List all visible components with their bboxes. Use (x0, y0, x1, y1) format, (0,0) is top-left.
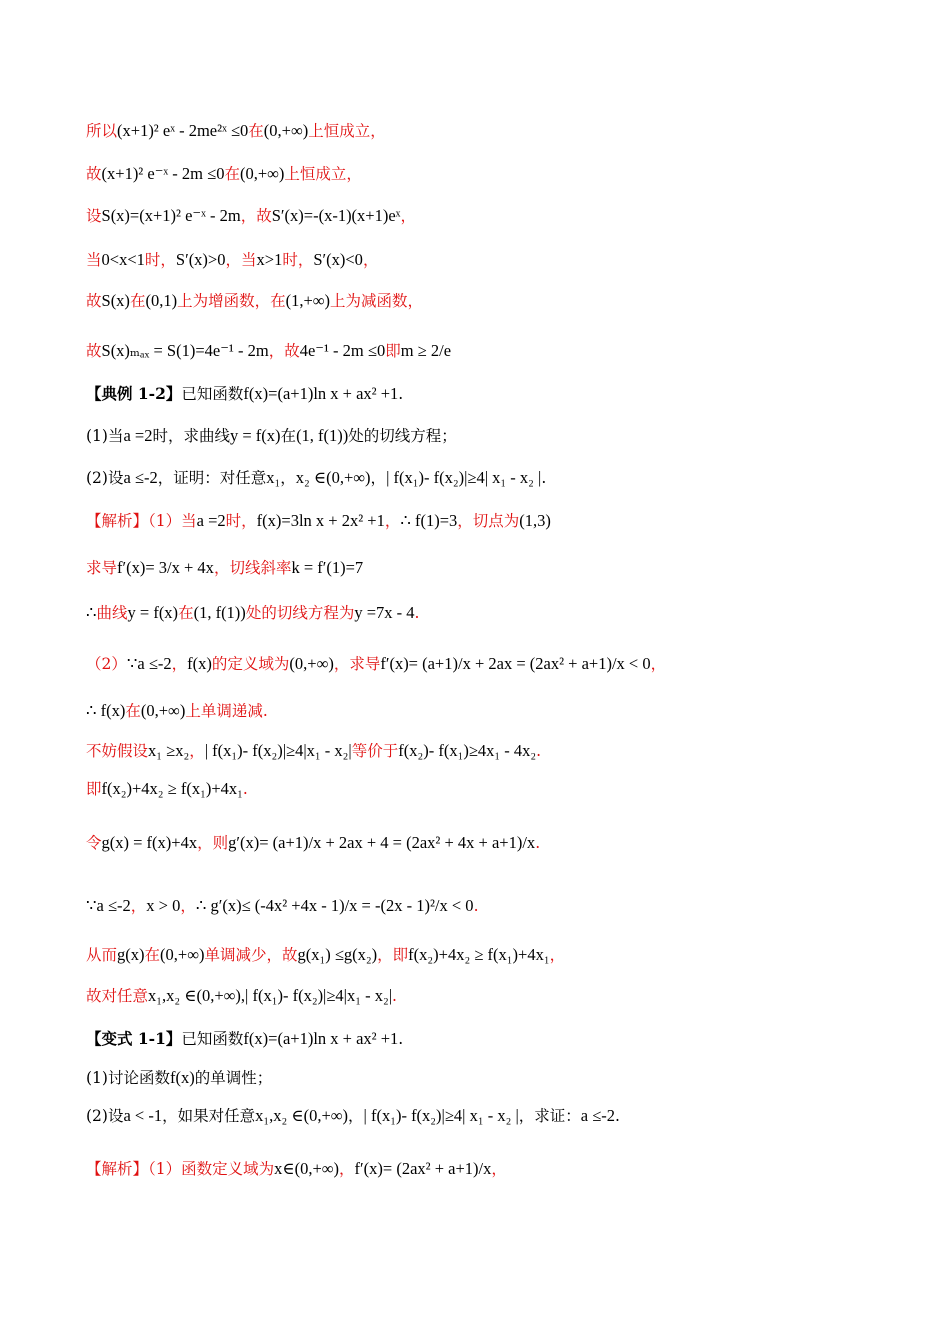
math-expression: a ≤-2 (123, 468, 158, 487)
math-expression: S′(x)<0 (313, 250, 363, 269)
text-run: 上恒成立， (308, 122, 386, 140)
math-expression: a < -1 (123, 1106, 163, 1125)
math-expression: a =2 (123, 426, 153, 445)
math-expression: g′(x)= (a+1)/x + 2ax + 4 = (2ax² + 4x + a+1)/x (228, 833, 536, 852)
text-run: ，如果对任意 (162, 1107, 256, 1125)
text-run: 所以 (86, 122, 118, 140)
math-expression: (1,+∞) (285, 291, 331, 310)
text-run: 故 (86, 165, 102, 183)
text-run: 上恒成立， (284, 165, 362, 183)
math-expression: f(x) (187, 654, 212, 673)
text-line-3 (86, 205, 416, 227)
math-expression: S(x) (101, 291, 130, 310)
text-line-7 (86, 383, 403, 405)
text-run: . (398, 1030, 404, 1048)
math-expression: f(x₂)- f(x₁)≥4x₁ - 4x₂ (398, 741, 537, 760)
text-line-4 (86, 249, 378, 271)
math-expression: (x+1)² eˣ - 2me²ˣ ≤0 (117, 121, 249, 140)
text-run: 上为减函数， (330, 292, 424, 310)
text-run: 【典例 1-2】 (86, 384, 182, 403)
math-expression: x > 0 (146, 896, 181, 915)
text-line-9 (86, 467, 546, 489)
text-run: . (535, 834, 541, 852)
text-run: 上为增函数，在 (177, 292, 286, 310)
text-run: . (615, 1107, 620, 1125)
text-run: ，当 (225, 251, 257, 269)
math-expression: g(x) = f(x)+4x (101, 833, 198, 852)
math-expression: (x+1)² e⁻ˣ - 2m ≤0 (101, 164, 225, 183)
math-expression: k = f′(1)=7 (291, 558, 364, 577)
math-expression: (0,+∞) (263, 121, 309, 140)
text-run: 在 (280, 427, 297, 445)
text-run: 的单调性； (194, 1069, 273, 1087)
text-run: 在 (129, 292, 146, 310)
text-run: . (392, 987, 397, 1005)
math-expression: S(x)ₘₐₓ = S(1)=4e⁻¹ - 2m (101, 341, 269, 360)
math-expression: ∴ (86, 603, 97, 622)
text-run: 时，求曲线 (152, 427, 230, 445)
text-run: ， (370, 469, 387, 487)
math-expression: 0<x<1 (101, 250, 145, 269)
math-expression: ∴ f(1)=3 (400, 511, 458, 530)
math-expression: x₁ ≥x₂ (148, 741, 190, 760)
text-run: ， (491, 1160, 507, 1178)
text-line-19 (86, 944, 565, 966)
math-expression: | f(x₁)- f(x₂)|≥4| x₁ - x₂ | (386, 468, 542, 487)
text-run: ，求导 (333, 655, 381, 673)
math-expression: | f(x₁)- f(x₂)|≥4|x₁ - x₂| (204, 741, 352, 760)
math-expression: g(x₁) ≤g(x₂) (297, 945, 378, 964)
text-run: 【解析】（1）当 (86, 512, 197, 530)
text-run: (1)讨论函数 (86, 1069, 170, 1087)
text-run: 【解析】（1）函数定义域为 (86, 1160, 275, 1178)
text-run: 时， (144, 251, 176, 269)
text-run: 故 (86, 342, 102, 360)
text-line-21 (86, 1028, 403, 1050)
text-run: 处的切线方程为 (245, 604, 355, 622)
text-run: ， (180, 897, 196, 915)
math-expression: (0,+∞) (289, 654, 334, 673)
math-expression: 4e⁻¹ - 2m ≤0 (299, 341, 386, 360)
text-run: 从而 (86, 946, 118, 964)
text-line-8 (86, 425, 457, 447)
math-expression: y =7x - 4 (354, 603, 415, 622)
math-expression: (0,+∞) (160, 945, 205, 964)
text-run: 在 (125, 702, 141, 720)
text-run: ， (171, 655, 188, 673)
math-expression: f(x) (169, 1068, 195, 1087)
text-run: ， (339, 1160, 355, 1178)
math-expression: S′(x)>0 (175, 250, 226, 269)
text-run: 曲线 (96, 604, 128, 622)
math-expression: a ≤-2 (580, 1106, 616, 1125)
text-run: 设 (86, 207, 102, 225)
text-line-17 (86, 832, 540, 854)
text-line-23 (86, 1105, 620, 1127)
text-line-22 (86, 1067, 272, 1089)
math-expression: ∴ f(x) (86, 701, 126, 720)
text-run: 在 (224, 165, 240, 183)
text-run: (2)设 (86, 469, 124, 487)
text-run: 即 (385, 342, 401, 360)
text-run: ， (400, 207, 416, 225)
text-run: 【变式 1-1】 (86, 1029, 182, 1048)
text-run: ，故 (268, 342, 300, 360)
math-expression: f′(x)= (a+1)/x + 2ax = (2ax² + a+1)/x < 0 (380, 654, 651, 673)
text-run: ，则 (197, 834, 229, 852)
text-run: 时， (282, 251, 314, 269)
text-run: . (414, 604, 420, 622)
math-expression: (0,1) (145, 291, 178, 310)
text-run: ，切线斜率 (213, 559, 292, 577)
text-run: 时， (225, 512, 257, 530)
text-run: ， (362, 251, 379, 269)
math-expression: x>1 (256, 250, 283, 269)
text-run: ，即 (377, 946, 409, 964)
text-run: 不妨假设 (86, 742, 149, 760)
text-run: 故 (86, 292, 102, 310)
math-expression: (0,+∞) (239, 164, 285, 183)
text-run: ， (384, 512, 401, 530)
text-run: 单调减少，故 (204, 946, 298, 964)
text-run: ， (650, 655, 667, 673)
math-expression: ∵a ≤-2 (86, 896, 131, 915)
math-expression: | f(x₁)- f(x₂)|≥4| x₁ - x₂ | (363, 1106, 519, 1125)
text-run: ， (280, 469, 296, 487)
text-line-13 (86, 653, 666, 675)
text-run: 已知函数 (181, 1030, 244, 1048)
text-run: 即 (86, 780, 102, 798)
text-line-24 (86, 1158, 507, 1180)
text-line-6 (86, 340, 451, 362)
text-line-16 (86, 778, 248, 800)
text-line-1 (86, 120, 386, 142)
text-line-12 (86, 602, 419, 624)
text-run: ， (348, 1107, 364, 1125)
math-expression: x₁,x₂ ∈(0,+∞) (255, 1106, 349, 1125)
math-expression: f(x)=(a+1)ln x + ax² +1 (243, 1029, 399, 1048)
text-run: 在 (178, 604, 194, 622)
text-line-5 (86, 290, 423, 312)
math-expression: (1, f(1)) (193, 603, 246, 622)
math-expression: x₁,x₂ ∈(0,+∞),| f(x₁)- f(x₂)|≥4|x₁ - x₂| (148, 986, 393, 1005)
text-run: ，切点为 (457, 512, 520, 530)
math-expression: S′(x)=-(x-1)(x+1)eˣ (271, 206, 401, 225)
text-run: 处的切线方程； (348, 427, 457, 445)
text-run: ， (189, 742, 205, 760)
text-line-20 (86, 985, 397, 1007)
text-line-2 (86, 163, 362, 185)
text-run: (2)设 (86, 1107, 124, 1125)
text-line-18 (86, 895, 479, 917)
math-expression: y = f(x) (127, 603, 179, 622)
text-run: . (473, 897, 479, 915)
math-expression: S(x)=(x+1)² e⁻ˣ - 2m (101, 206, 241, 225)
math-expression: x₁ (266, 468, 281, 487)
math-expression: x₂ ∈(0,+∞) (295, 468, 371, 487)
text-run: 已知函数 (181, 385, 244, 403)
text-run: . (541, 469, 547, 487)
math-expression: ∵a ≤-2 (126, 654, 172, 673)
math-expression: m ≥ 2/e (400, 341, 452, 360)
text-line-14 (86, 700, 268, 722)
math-expression: g(x) (117, 945, 145, 964)
math-expression: (1,3) (519, 511, 551, 530)
math-expression: (0,+∞) (140, 701, 186, 720)
math-expression: f′(x)= 3/x + 4x (117, 558, 214, 577)
text-run: . (398, 385, 404, 403)
text-run: . (242, 780, 248, 798)
text-run: （2） (86, 655, 127, 673)
math-expression: f(x₂)+4x₂ ≥ f(x₁)+4x₁ (408, 945, 550, 964)
math-expression: y = f(x) (230, 426, 281, 445)
text-run: . (536, 742, 542, 760)
math-expression: f′(x)= (2ax² + a+1)/x (354, 1159, 492, 1178)
math-expression: x∈(0,+∞) (274, 1159, 340, 1178)
math-expression: f(x₂)+4x₂ ≥ f(x₁)+4x₁ (101, 779, 243, 798)
math-expression: f(x)=(a+1)ln x + ax² +1 (243, 384, 399, 403)
text-run: 令 (86, 834, 102, 852)
text-run: ，求证： (518, 1107, 581, 1125)
text-run: 在 (144, 946, 161, 964)
text-run: ，证明：对任意 (157, 469, 267, 487)
text-run: 的定义域为 (211, 655, 290, 673)
text-line-11 (86, 557, 363, 579)
math-expression: ∴ g′(x)≤ (-4x² +4x - 1)/x = -(2x - 1)²/x < 0 (195, 896, 474, 915)
text-run: 求导 (86, 559, 118, 577)
math-expression: f(x)=3ln x + 2x² +1 (256, 511, 385, 530)
text-run: 等价于 (351, 742, 399, 760)
text-run: 在 (248, 122, 264, 140)
text-run: 当 (86, 251, 102, 269)
text-run: (1)当 (86, 427, 124, 445)
text-run: 故对任意 (86, 987, 149, 1005)
math-expression: (1, f(1)) (296, 426, 349, 445)
text-run: 上单调递减. (185, 702, 268, 720)
text-run: ， (549, 946, 566, 964)
text-line-15 (86, 740, 541, 762)
text-run: ，故 (240, 207, 272, 225)
text-run: ， (130, 897, 147, 915)
math-expression: a =2 (196, 511, 226, 530)
text-line-10 (86, 510, 551, 532)
